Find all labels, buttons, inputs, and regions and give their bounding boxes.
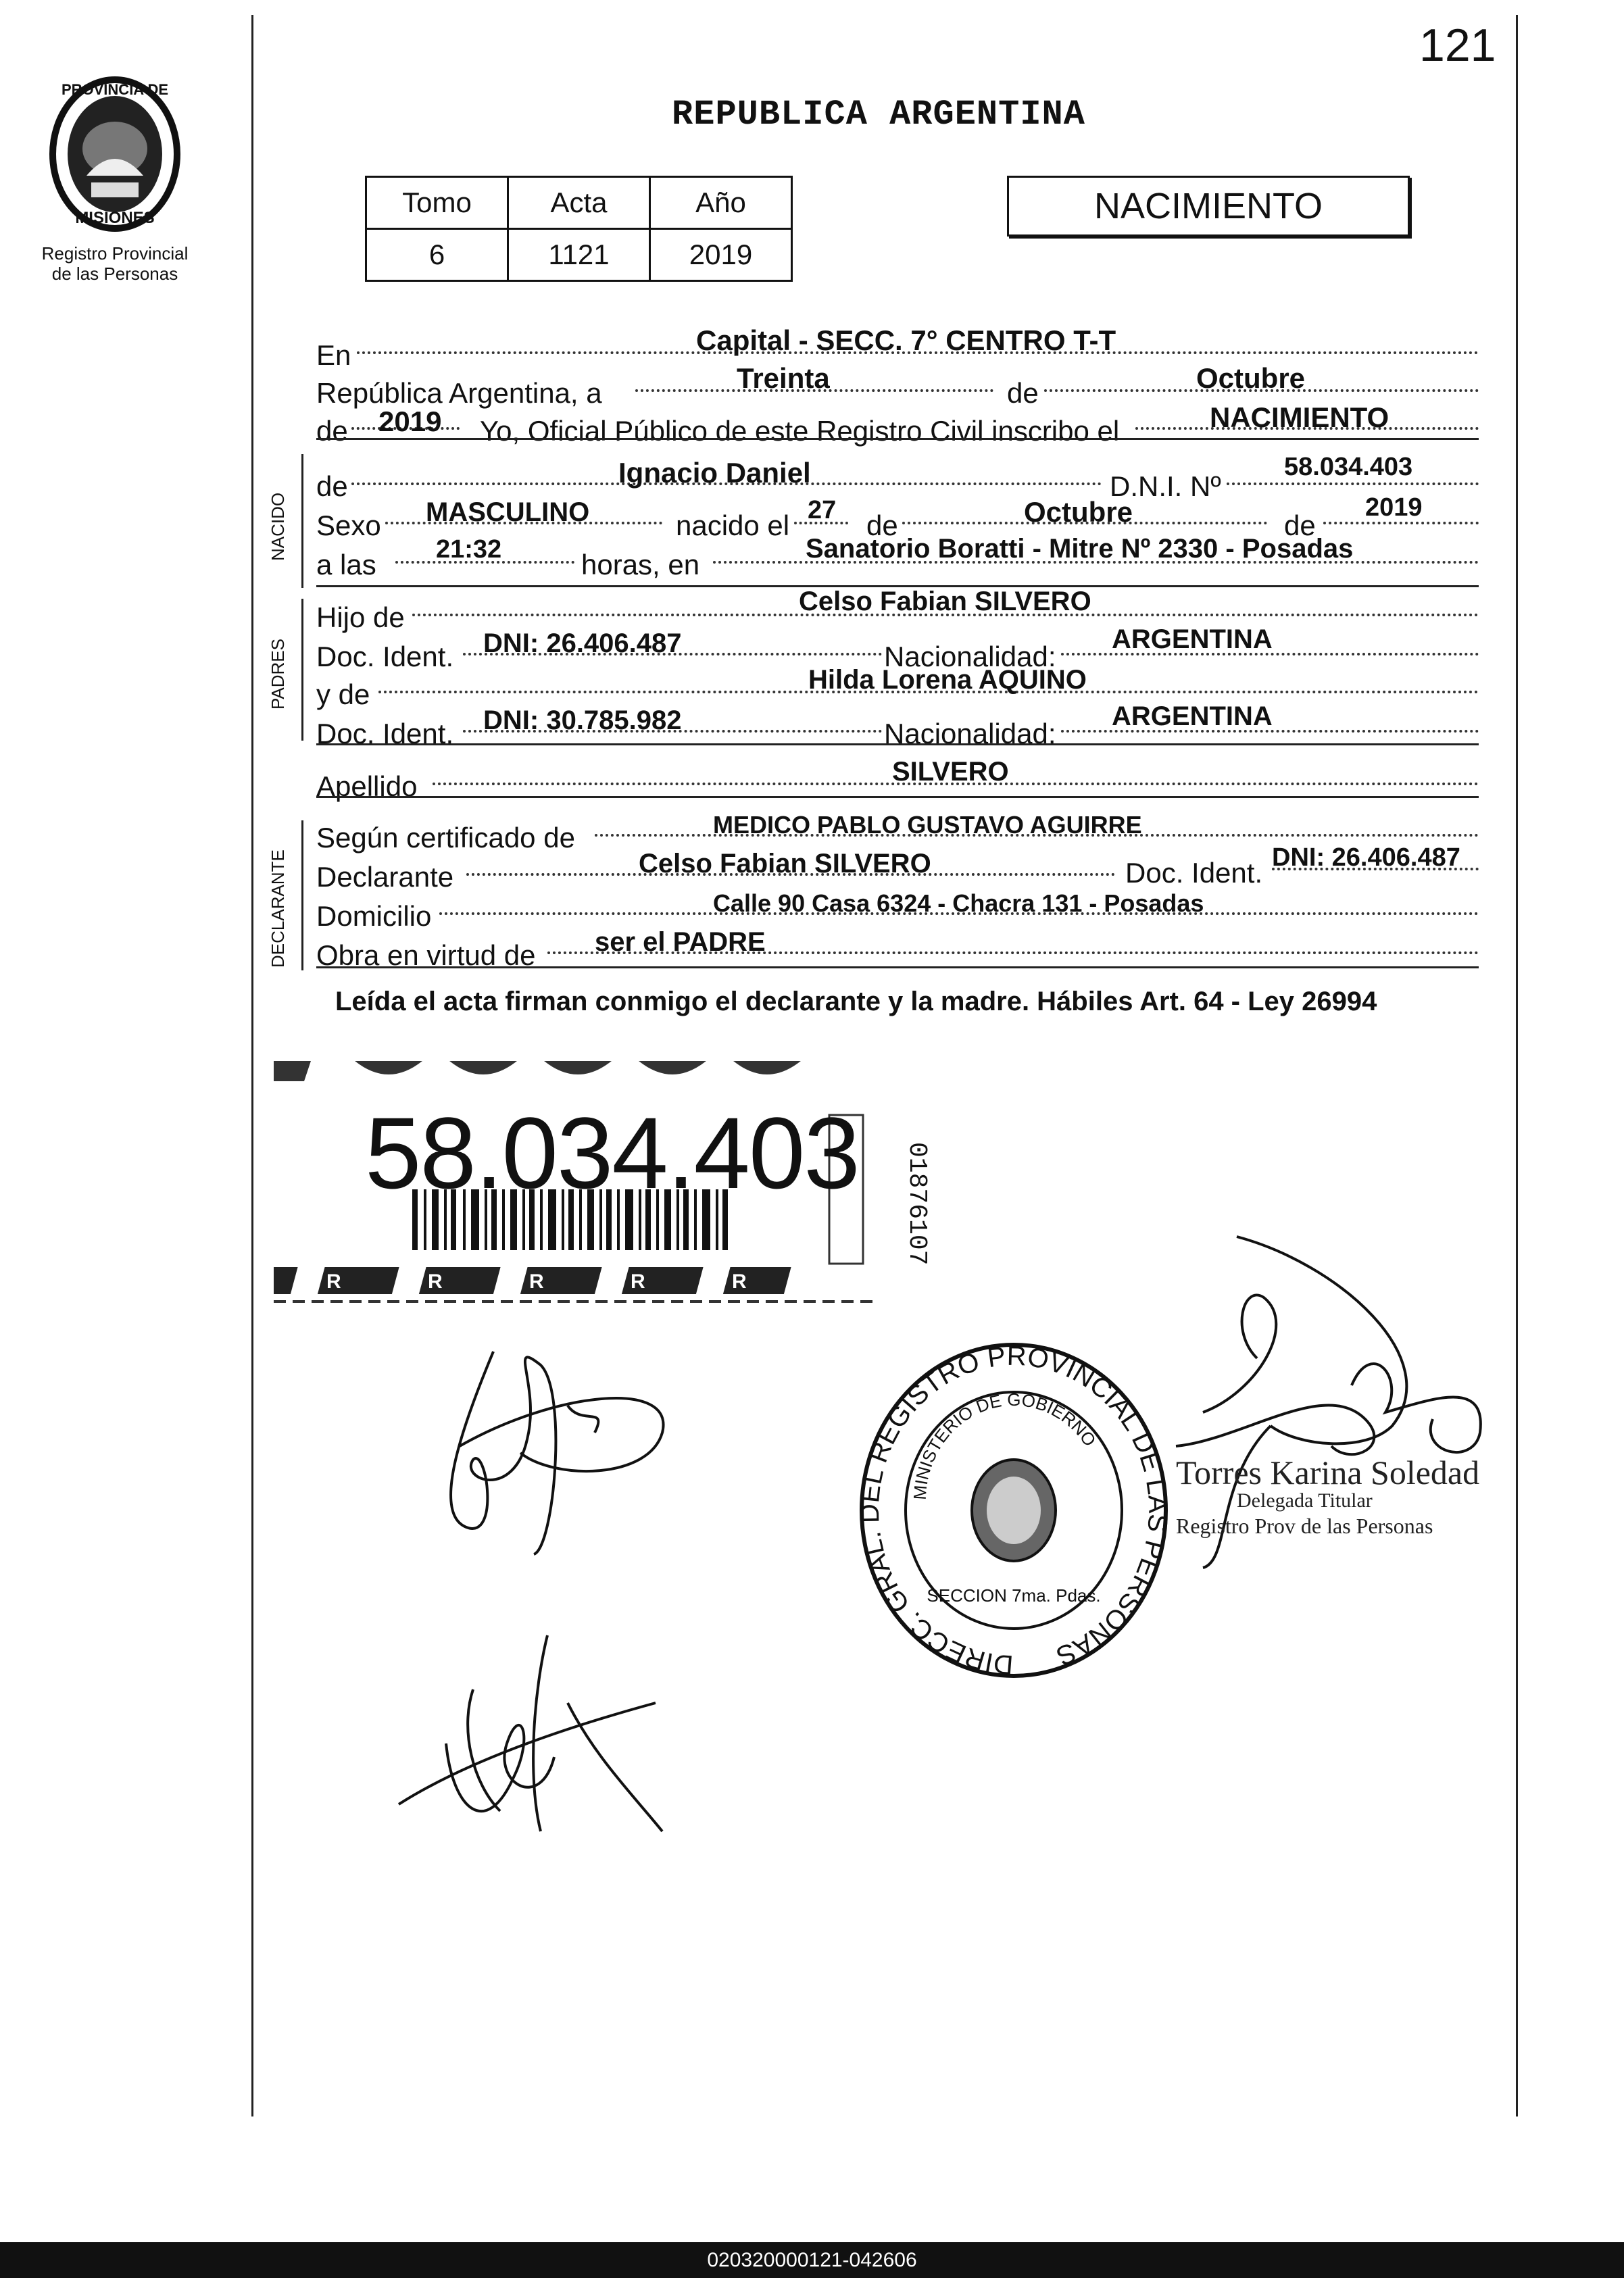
seal-inner-text: MINISTERIO DE GOBIERNO (909, 1389, 1100, 1501)
section-divider (316, 743, 1479, 745)
value-acta: 1121 (508, 229, 650, 281)
logo-caption-line1: Registro Provincial (41, 243, 189, 264)
label-segun: Según certificado de (316, 822, 575, 853)
value-declarante: Celso Fabian SILVERO (639, 849, 931, 878)
value-madre-nac: ARGENTINA (1112, 701, 1273, 731)
value-dni: 58.034.403 (1284, 453, 1413, 481)
label-sexo: Sexo (316, 510, 381, 541)
closing-statement: Leída el acta firman conmigo el declarante y la madre. Hábiles Art. 64 - Ley 26994 (335, 987, 1377, 1016)
label-doc-ident3: Doc. Ident. (1125, 857, 1263, 889)
value-hora: 21:32 (436, 535, 502, 564)
signature-declarante (419, 1324, 703, 1568)
official-seal (845, 1331, 1183, 1683)
section-divider (316, 438, 1479, 440)
label-nacido-el: nacido el (676, 510, 790, 541)
label-horas-en: horas, en (581, 549, 700, 580)
value-declarante-dni: DNI: 26.406.487 (1272, 843, 1460, 872)
value-apellido: SILVERO (892, 757, 1009, 787)
logo-caption (27, 243, 203, 284)
document-code-bar: 020320000121-042606 (0, 2242, 1624, 2278)
label-republica: República Argentina, a (316, 377, 602, 409)
official-role: Delegada Titular (1237, 1489, 1373, 1512)
sticker-serial: 01876107 (902, 1142, 931, 1266)
side-label-nacido: NACIDO (268, 492, 288, 561)
value-nombre: Ignacio Daniel (618, 457, 811, 489)
label-de-year: de (316, 415, 348, 447)
dotline (1227, 482, 1479, 485)
section-divider (316, 966, 1479, 968)
value-anio: 2019 (650, 229, 792, 281)
value-padre: Celso Fabian SILVERO (799, 587, 1091, 616)
seal-outer-text: DIRECC. GRAL. DEL REGISTRO PROVINCIAL DE LAS PERSONAS (854, 1341, 1173, 1680)
section-bracket (301, 454, 303, 588)
svg-text:R: R (529, 1270, 544, 1293)
label-domicilio: Domicilio (316, 900, 432, 932)
sticker-dni-number: 58.034.403 (365, 1096, 859, 1210)
label-nacionalidad: Nacionalidad: (884, 641, 1056, 672)
label-de2: de (866, 510, 898, 541)
svg-text:R: R (732, 1270, 747, 1293)
side-label-declarante: DECLARANTE (268, 849, 288, 968)
side-label-padres: PADRES (268, 639, 288, 710)
header-acta: Acta (508, 177, 650, 229)
acta-table (365, 176, 793, 282)
svg-text:R: R (326, 1270, 341, 1293)
label-apellido: Apellido (316, 770, 418, 802)
label-doc-ident2: Doc. Ident. (316, 718, 454, 749)
value-dia-inscripcion: Treinta (737, 362, 830, 394)
section-bracket (301, 599, 303, 741)
header-anio: Año (650, 177, 792, 229)
svg-text:R: R (631, 1270, 645, 1293)
seal-bottom-text: SECCION 7ma. Pdas. (927, 1585, 1101, 1606)
value-tomo: 6 (366, 229, 508, 281)
label-de-month: de (1007, 377, 1039, 409)
label-declarante: Declarante (316, 861, 454, 893)
logo-caption-line2: de las Personas (51, 264, 178, 284)
section-divider (316, 796, 1479, 798)
signature-madre (378, 1608, 669, 1852)
label-en: En (316, 339, 351, 371)
official-name: Torres Karina Soledad (1176, 1454, 1480, 1491)
document-title: REPUBLICA ARGENTINA (672, 95, 1085, 134)
label-doc-ident: Doc. Ident. (316, 641, 454, 672)
value-dia-nac: 27 (808, 496, 837, 524)
svg-text:R: R (829, 1270, 844, 1293)
value-domicilio: Calle 90 Casa 6324 - Chacra 131 - Posadas (713, 889, 1204, 917)
value-madre: Hilda Lorena AQUINO (808, 665, 1087, 695)
value-mes-nac: Octubre (1024, 496, 1133, 528)
record-type-box: NACIMIENTO (1007, 176, 1410, 237)
value-padre-nac: ARGENTINA (1112, 624, 1273, 654)
logo-ring-text-bottom: MISIONES (75, 209, 155, 227)
value-obra: ser el PADRE (595, 927, 766, 957)
value-lugar: Capital - SECC. 7° CENTRO T-T (696, 324, 1116, 356)
official-office: Registro Prov de las Personas (1176, 1514, 1433, 1538)
label-de3: de (1284, 510, 1316, 541)
header-tomo: Tomo (366, 177, 508, 229)
label-a-las: a las (316, 549, 376, 580)
label-y-de: y de (316, 678, 370, 710)
right-margin-line (1516, 15, 1518, 2116)
left-margin-line (251, 15, 253, 2116)
page-number: 121 (1419, 20, 1496, 71)
label-hijo-de: Hijo de (316, 601, 405, 633)
value-mes-inscripcion: Octubre (1196, 362, 1306, 394)
logo-ring-text-top: PROVINCIA DE (61, 81, 169, 98)
label-dni: D.N.I. Nº (1110, 470, 1221, 502)
svg-text:R: R (428, 1270, 443, 1293)
label-obra: Obra en virtud de (316, 939, 536, 971)
value-sexo: MASCULINO (426, 497, 590, 527)
value-anio-nac: 2019 (1365, 493, 1423, 522)
province-logo (27, 74, 203, 240)
section-bracket (301, 820, 303, 970)
value-anio-inscripcion: 2019 (378, 405, 442, 437)
label-oficial: Yo, Oficial Público de este Registro Civil inscribo el (480, 415, 1120, 447)
label-nacionalidad2: Nacionalidad: (884, 718, 1056, 749)
label-de-name: de (316, 470, 348, 502)
value-padre-dni: DNI: 26.406.487 (483, 628, 682, 658)
value-certificado: MEDICO PABLO GUSTAVO AGUIRRE (713, 811, 1142, 839)
value-madre-dni: DNI: 30.785.982 (483, 705, 682, 735)
value-lugar-nac: Sanatorio Boratti - Mitre Nº 2330 - Posadas (806, 534, 1354, 564)
value-acto: NACIMIENTO (1210, 401, 1389, 433)
